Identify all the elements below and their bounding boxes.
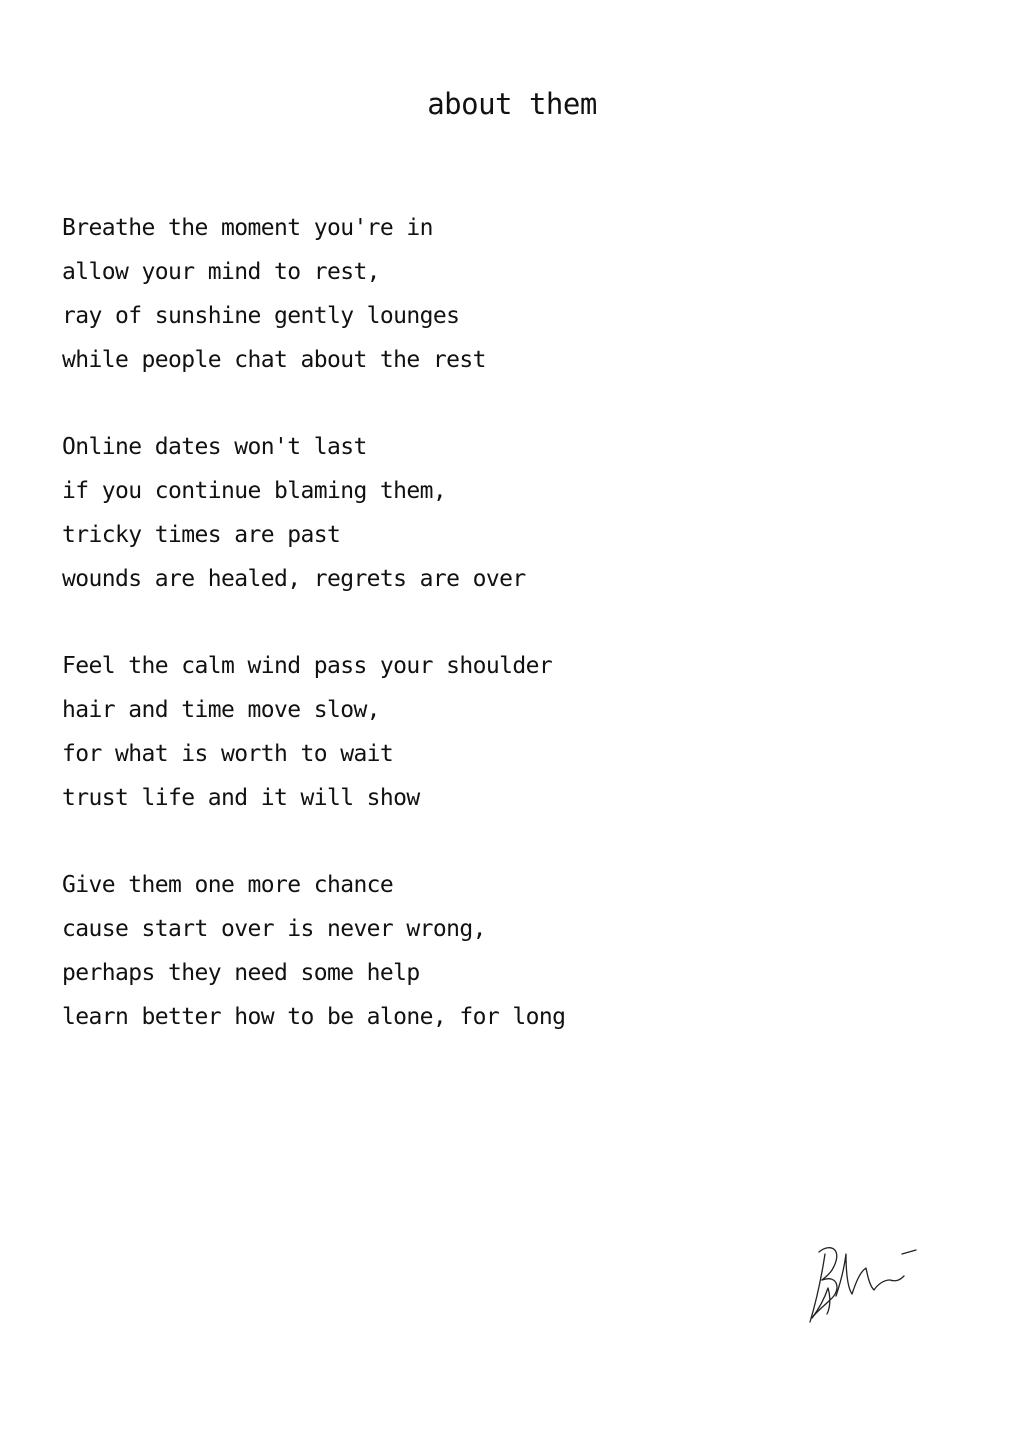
poem-line: cause start over is never wrong, xyxy=(62,916,486,942)
stanza-3 xyxy=(62,644,962,820)
stanza-4 xyxy=(62,863,962,1039)
poem-line: perhaps they need some help xyxy=(62,960,420,986)
poem-line: if you continue blaming them, xyxy=(62,478,447,504)
poem-line: Breathe the moment you're in xyxy=(62,215,433,241)
poem-line: learn better how to be alone, for long xyxy=(62,1004,566,1030)
poem-line: while people chat about the rest xyxy=(62,347,486,373)
poem-line: for what is worth to wait xyxy=(62,741,394,767)
poem-line: Feel the calm wind pass your shoulder xyxy=(62,653,553,679)
signature-drawing xyxy=(800,1238,930,1338)
poem-line: ray of sunshine gently lounges xyxy=(62,303,460,329)
poem-line: allow your mind to rest, xyxy=(62,259,380,285)
poem-line: trust life and it will show xyxy=(62,785,420,811)
poem-line: hair and time move slow, xyxy=(62,697,380,723)
page-title: about them xyxy=(427,87,597,121)
poem-line: Give them one more chance xyxy=(62,872,394,898)
signature-icon xyxy=(800,1238,930,1338)
poem-line: tricky times are past xyxy=(62,522,341,548)
stanza-1 xyxy=(62,206,962,382)
poem-line: Online dates won't last xyxy=(62,434,367,460)
poem-body xyxy=(62,206,962,1082)
stanza-2 xyxy=(62,425,962,601)
poem-line: wounds are healed, regrets are over xyxy=(62,566,526,592)
